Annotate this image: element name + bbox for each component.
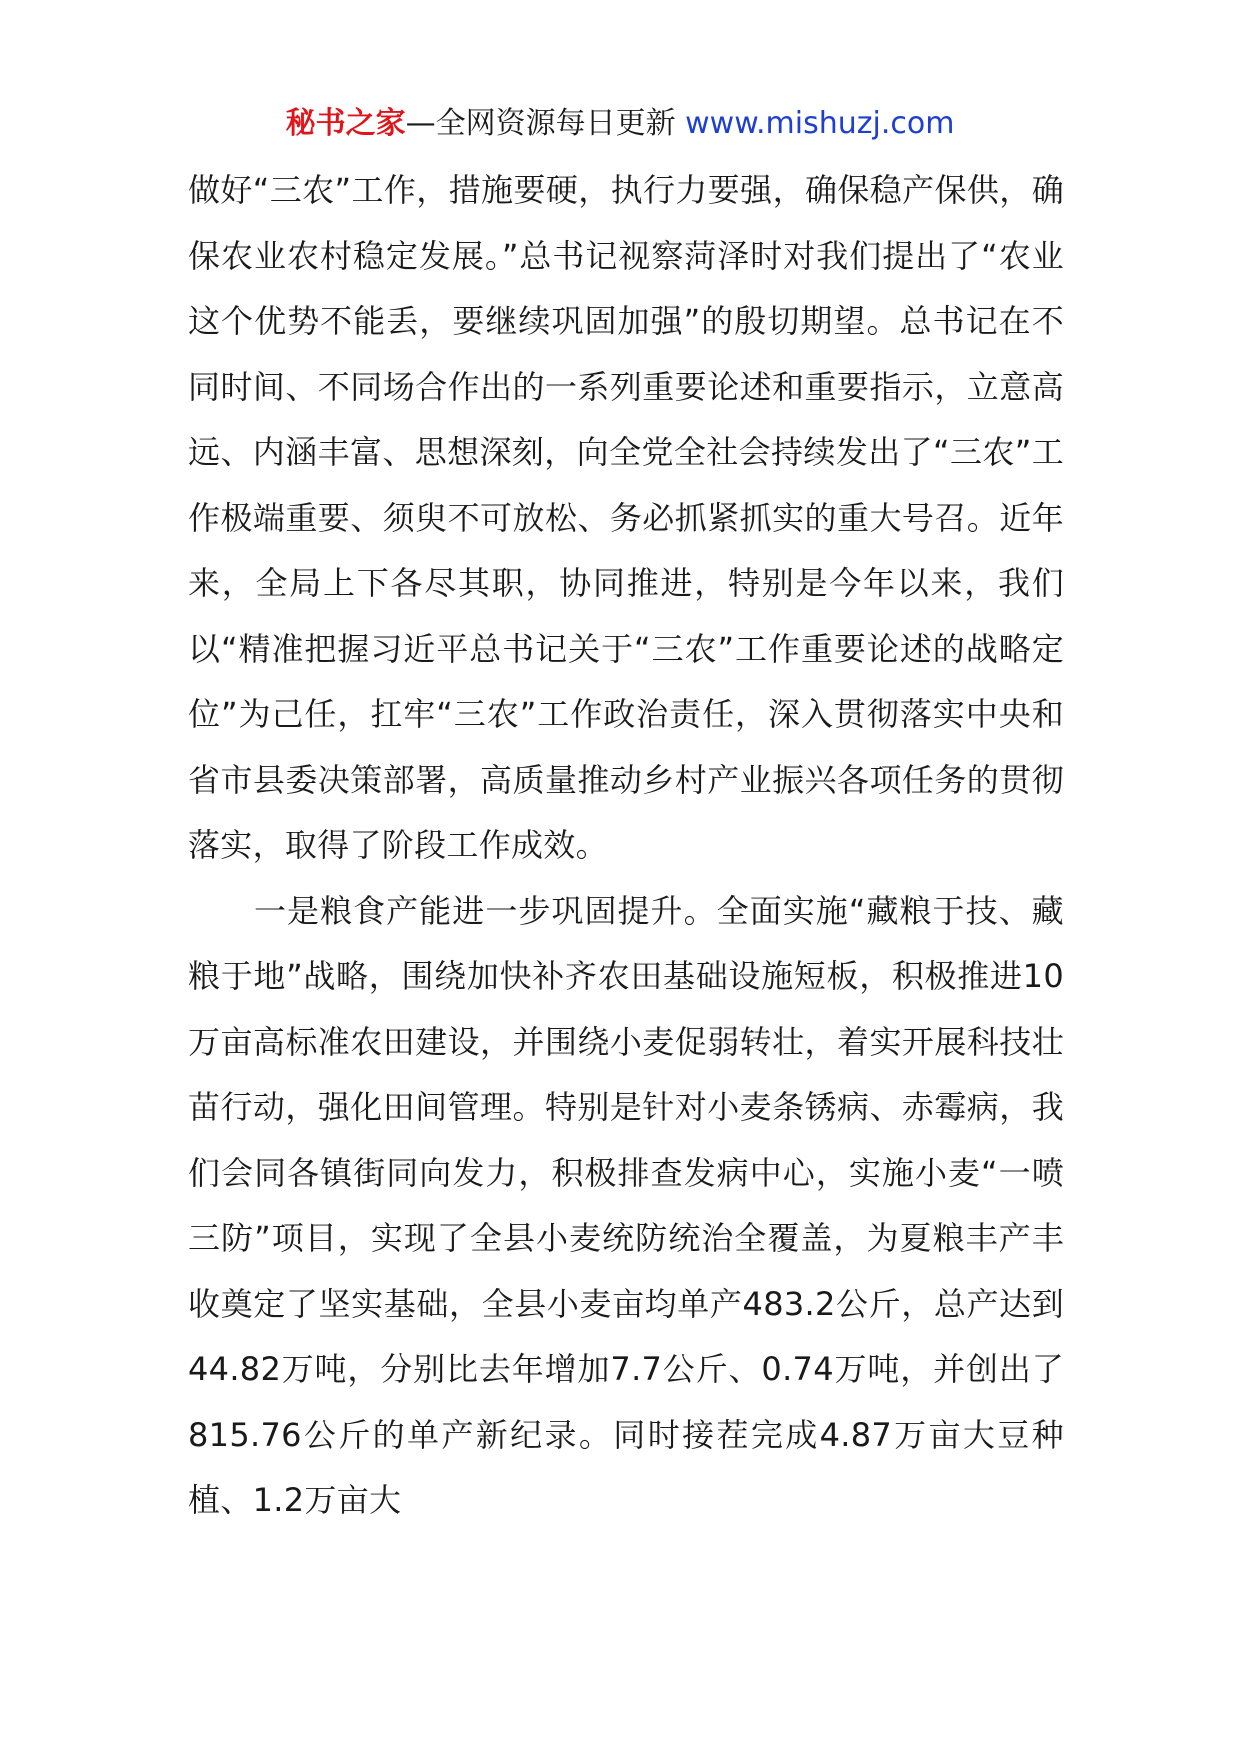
site-brand: 秘书之家 <box>285 106 406 141</box>
document-body <box>188 158 1064 1534</box>
site-url-link[interactable]: www.mishuzj.com <box>685 106 955 141</box>
paragraph-grain-capacity: 一是粮食产能进一步巩固提升。全面实施“藏粮于技、藏粮于地”战略，围绕加快补齐农田基础设施短板，积极推进10万亩高标准农田建设，并围绕小麦促弱转壮，着实开展科技壮苗行动，强化田间管理。特别是针对小麦条锈病、赤霉病，我们会同各镇街同向发力，积极排查发病中心，实施小麦“一喷三防”项目，实现了全县小麦统防统治全覆盖，为夏粮丰产丰收奠定了坚实基础，全县小麦亩均单产483.2公斤，总产达到44.82万吨，分别比去年增加7.7公斤、0.74万吨，并创出了815.76公斤的单产新纪录。同时接茬完成4.87万亩大豆种植、1.2万亩大 <box>188 891 1064 1519</box>
site-tagline: —全网资源每日更新 <box>405 106 676 141</box>
site-header <box>0 104 1240 144</box>
paragraph-continued: 做好“三农”工作，措施要硬，执行力要强，确保稳产保供，确保农业农村稳定发展。”总书记视察菏泽时对我们提出了“农业这个优势不能丢，要继续巩固加强”的殷切期望。总书记在不同时间、不同场合作出的一系列重要论述和重要指示，立意高远、内涵丰富、思想深刻，向全党全社会持续发出了“三农”工作极端重要、须臾不可放松、务必抓紧抓实的重大号召。近年来，全局上下各尽其职，协同推进，特别是今年以来，我们以“精准把握习近平总书记关于“三农”工作重要论述的战略定位”为己任，扛牢“三农”工作政治责任，深入贯彻落实中央和省市县委决策部署，高质量推动乡村产业振兴各项任务的贯彻落实，取得了阶段工作成效。 <box>188 171 1064 864</box>
